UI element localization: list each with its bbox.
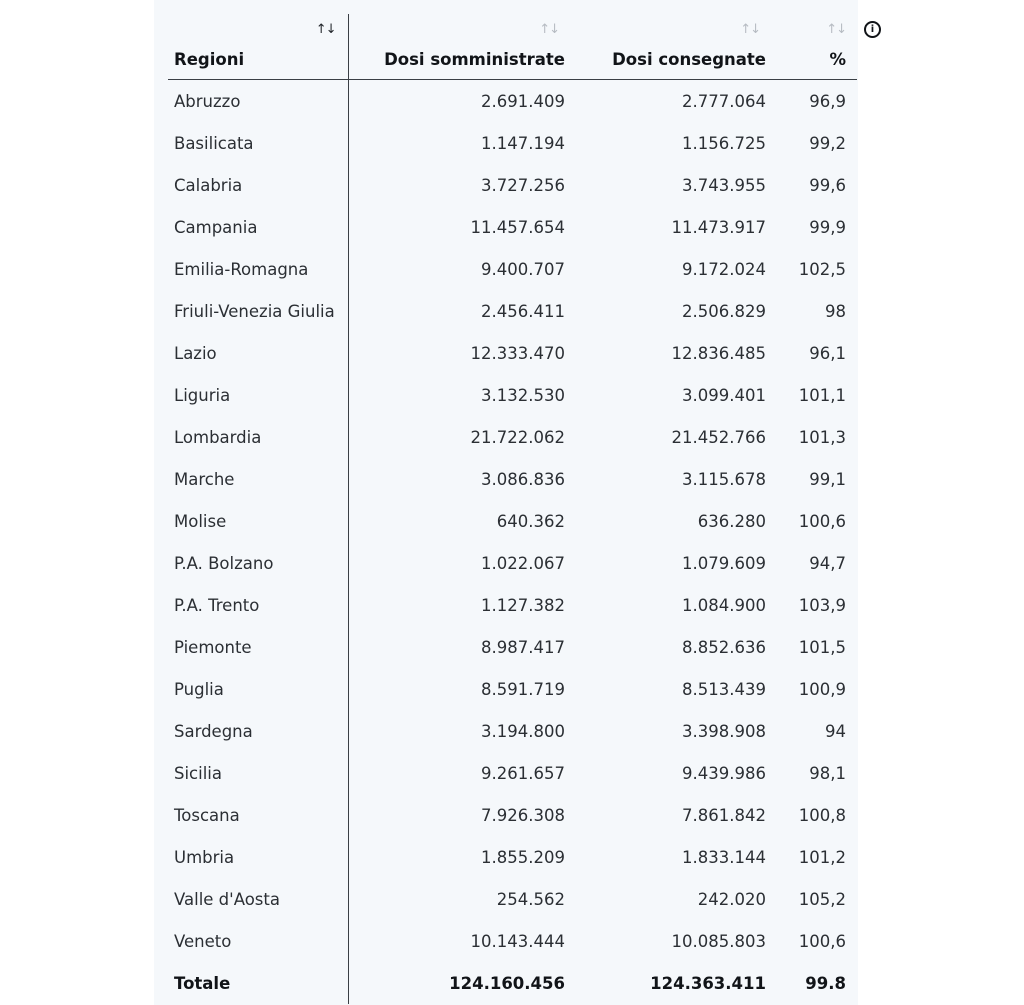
cell-dosi-consegnate: 2.777.064 — [682, 91, 766, 111]
table-row — [168, 458, 857, 500]
table-row — [168, 80, 857, 123]
sort-arrows-icon[interactable]: ↑↓ — [315, 22, 336, 37]
column-header-dosi-consegnate[interactable] — [571, 14, 772, 80]
cell-region: Molise — [168, 500, 348, 542]
cell-region: Calabria — [168, 164, 348, 206]
cell-dosi-somministrate: 2.691.409 — [481, 91, 565, 111]
cell-dosi-consegnate: 11.473.917 — [671, 217, 766, 237]
cell-dosi-somministrate: 2.456.411 — [481, 301, 565, 321]
cell-region: Basilicata — [168, 122, 348, 164]
cell-dosi-somministrate: 1.022.067 — [481, 553, 565, 573]
table-row — [168, 290, 857, 332]
cell-region: Lombardia — [168, 416, 348, 458]
cell-region: Campania — [168, 206, 348, 248]
table-row — [168, 374, 857, 416]
table-row — [168, 122, 857, 164]
cell-percent: 99,6 — [809, 175, 846, 195]
column-header-regioni[interactable] — [168, 14, 348, 80]
table-row — [168, 668, 857, 710]
table-row — [168, 878, 857, 920]
cell-dosi-consegnate: 3.743.955 — [682, 175, 766, 195]
cell-region: Abruzzo — [168, 80, 348, 123]
cell-percent: 99,9 — [809, 217, 846, 237]
column-header-label: Dosi somministrate — [384, 50, 565, 69]
column-header-label: % — [829, 50, 846, 69]
table-row — [168, 752, 857, 794]
table-row — [168, 164, 857, 206]
cell-dosi-consegnate: 8.513.439 — [682, 679, 766, 699]
cell-dosi-somministrate: 8.987.417 — [481, 637, 565, 657]
cell-percent: 101,5 — [798, 637, 846, 657]
table-row — [168, 710, 857, 752]
cell-region: Marche — [168, 458, 348, 500]
cell-dosi-somministrate: 7.926.308 — [481, 805, 565, 825]
column-header-label: Dosi consegnate — [612, 50, 766, 69]
table-row — [168, 206, 857, 248]
cell-percent: 94,7 — [809, 553, 846, 573]
cell-region: Totale — [168, 962, 348, 1004]
cell-dosi-somministrate: 9.400.707 — [481, 259, 565, 279]
cell-percent: 102,5 — [798, 259, 846, 279]
cell-percent: 99,2 — [809, 133, 846, 153]
cell-dosi-consegnate: 1.084.900 — [682, 595, 766, 615]
column-header-label: Regioni — [174, 50, 245, 69]
cell-percent: 98 — [825, 301, 846, 321]
cell-dosi-consegnate: 1.156.725 — [682, 133, 766, 153]
cell-dosi-consegnate: 3.099.401 — [682, 385, 766, 405]
table-row — [168, 500, 857, 542]
cell-percent: 105,2 — [798, 889, 846, 909]
cell-dosi-somministrate: 3.727.256 — [481, 175, 565, 195]
cell-region: Veneto — [168, 920, 348, 962]
cell-percent: 101,3 — [798, 427, 846, 447]
cell-region: Friuli-Venezia Giulia — [168, 290, 348, 332]
cell-region: Emilia-Romagna — [168, 248, 348, 290]
table-row — [168, 542, 857, 584]
sort-arrows-icon[interactable]: ↑↓ — [826, 22, 846, 37]
cell-region: P.A. Trento — [168, 584, 348, 626]
header-row — [168, 14, 857, 80]
cell-dosi-consegnate: 10.085.803 — [671, 931, 766, 951]
cell-percent: 100,6 — [798, 511, 846, 531]
cell-dosi-somministrate: 1.855.209 — [481, 847, 565, 867]
cell-dosi-somministrate: 21.722.062 — [470, 427, 565, 447]
cell-percent: 94 — [825, 721, 846, 741]
cell-dosi-consegnate: 7.861.842 — [682, 805, 766, 825]
table-total-row — [168, 962, 857, 1004]
table-row — [168, 416, 857, 458]
cell-dosi-consegnate: 2.506.829 — [682, 301, 766, 321]
cell-dosi-consegnate: 242.020 — [697, 889, 766, 909]
cell-dosi-somministrate: 10.143.444 — [470, 931, 565, 951]
table-row — [168, 794, 857, 836]
cell-percent: 99.8 — [805, 973, 846, 993]
cell-percent: 101,2 — [798, 847, 846, 867]
cell-dosi-somministrate: 3.194.800 — [481, 721, 565, 741]
cell-dosi-consegnate: 9.172.024 — [682, 259, 766, 279]
sort-arrows-icon[interactable]: ↑↓ — [740, 22, 760, 37]
cell-dosi-consegnate: 124.363.411 — [650, 973, 766, 993]
cell-region: Lazio — [168, 332, 348, 374]
cell-dosi-somministrate: 1.127.382 — [481, 595, 565, 615]
cell-dosi-somministrate: 1.147.194 — [481, 133, 565, 153]
table-row — [168, 920, 857, 962]
cell-dosi-consegnate: 3.398.908 — [682, 721, 766, 741]
cell-percent: 99,1 — [809, 469, 846, 489]
vaccine-doses-table — [168, 14, 857, 1004]
cell-percent: 100,9 — [798, 679, 846, 699]
cell-percent: 96,1 — [809, 343, 846, 363]
table-row — [168, 584, 857, 626]
cell-dosi-consegnate: 1.833.144 — [682, 847, 766, 867]
sort-arrows-icon[interactable]: ↑↓ — [539, 22, 559, 37]
cell-dosi-somministrate: 640.362 — [496, 511, 565, 531]
cell-region: Toscana — [168, 794, 348, 836]
cell-dosi-consegnate: 9.439.986 — [682, 763, 766, 783]
cell-dosi-consegnate: 12.836.485 — [671, 343, 766, 363]
cell-region: Valle d'Aosta — [168, 878, 348, 920]
cell-dosi-somministrate: 9.261.657 — [481, 763, 565, 783]
cell-dosi-consegnate: 21.452.766 — [671, 427, 766, 447]
table-header — [168, 14, 857, 80]
cell-percent: 100,8 — [798, 805, 846, 825]
cell-dosi-consegnate: 636.280 — [697, 511, 766, 531]
vaccine-doses-table-container — [168, 14, 857, 1004]
table-body — [168, 80, 857, 1005]
info-button[interactable] — [864, 21, 881, 38]
cell-dosi-somministrate: 124.160.456 — [449, 973, 565, 993]
cell-dosi-somministrate: 11.457.654 — [470, 217, 565, 237]
cell-percent: 96,9 — [809, 91, 846, 111]
cell-dosi-somministrate: 254.562 — [496, 889, 565, 909]
cell-dosi-consegnate: 1.079.609 — [682, 553, 766, 573]
cell-dosi-somministrate: 3.132.530 — [481, 385, 565, 405]
cell-region: Liguria — [168, 374, 348, 416]
cell-region: Umbria — [168, 836, 348, 878]
cell-region: Puglia — [168, 668, 348, 710]
column-header-percent[interactable] — [772, 14, 857, 80]
cell-dosi-somministrate: 3.086.836 — [481, 469, 565, 489]
cell-percent: 98,1 — [809, 763, 846, 783]
cell-dosi-consegnate: 3.115.678 — [682, 469, 766, 489]
cell-dosi-somministrate: 8.591.719 — [481, 679, 565, 699]
table-row — [168, 626, 857, 668]
cell-dosi-somministrate: 12.333.470 — [470, 343, 565, 363]
cell-region: Piemonte — [168, 626, 348, 668]
cell-percent: 100,6 — [798, 931, 846, 951]
cell-dosi-consegnate: 8.852.636 — [682, 637, 766, 657]
column-header-dosi-somministrate[interactable] — [348, 14, 571, 80]
cell-percent: 101,1 — [798, 385, 846, 405]
table-row — [168, 836, 857, 878]
cell-percent: 103,9 — [798, 595, 846, 615]
cell-region: Sardegna — [168, 710, 348, 752]
cell-region: P.A. Bolzano — [168, 542, 348, 584]
table-row — [168, 248, 857, 290]
info-icon: i — [870, 24, 875, 35]
table-row — [168, 332, 857, 374]
cell-region: Sicilia — [168, 752, 348, 794]
